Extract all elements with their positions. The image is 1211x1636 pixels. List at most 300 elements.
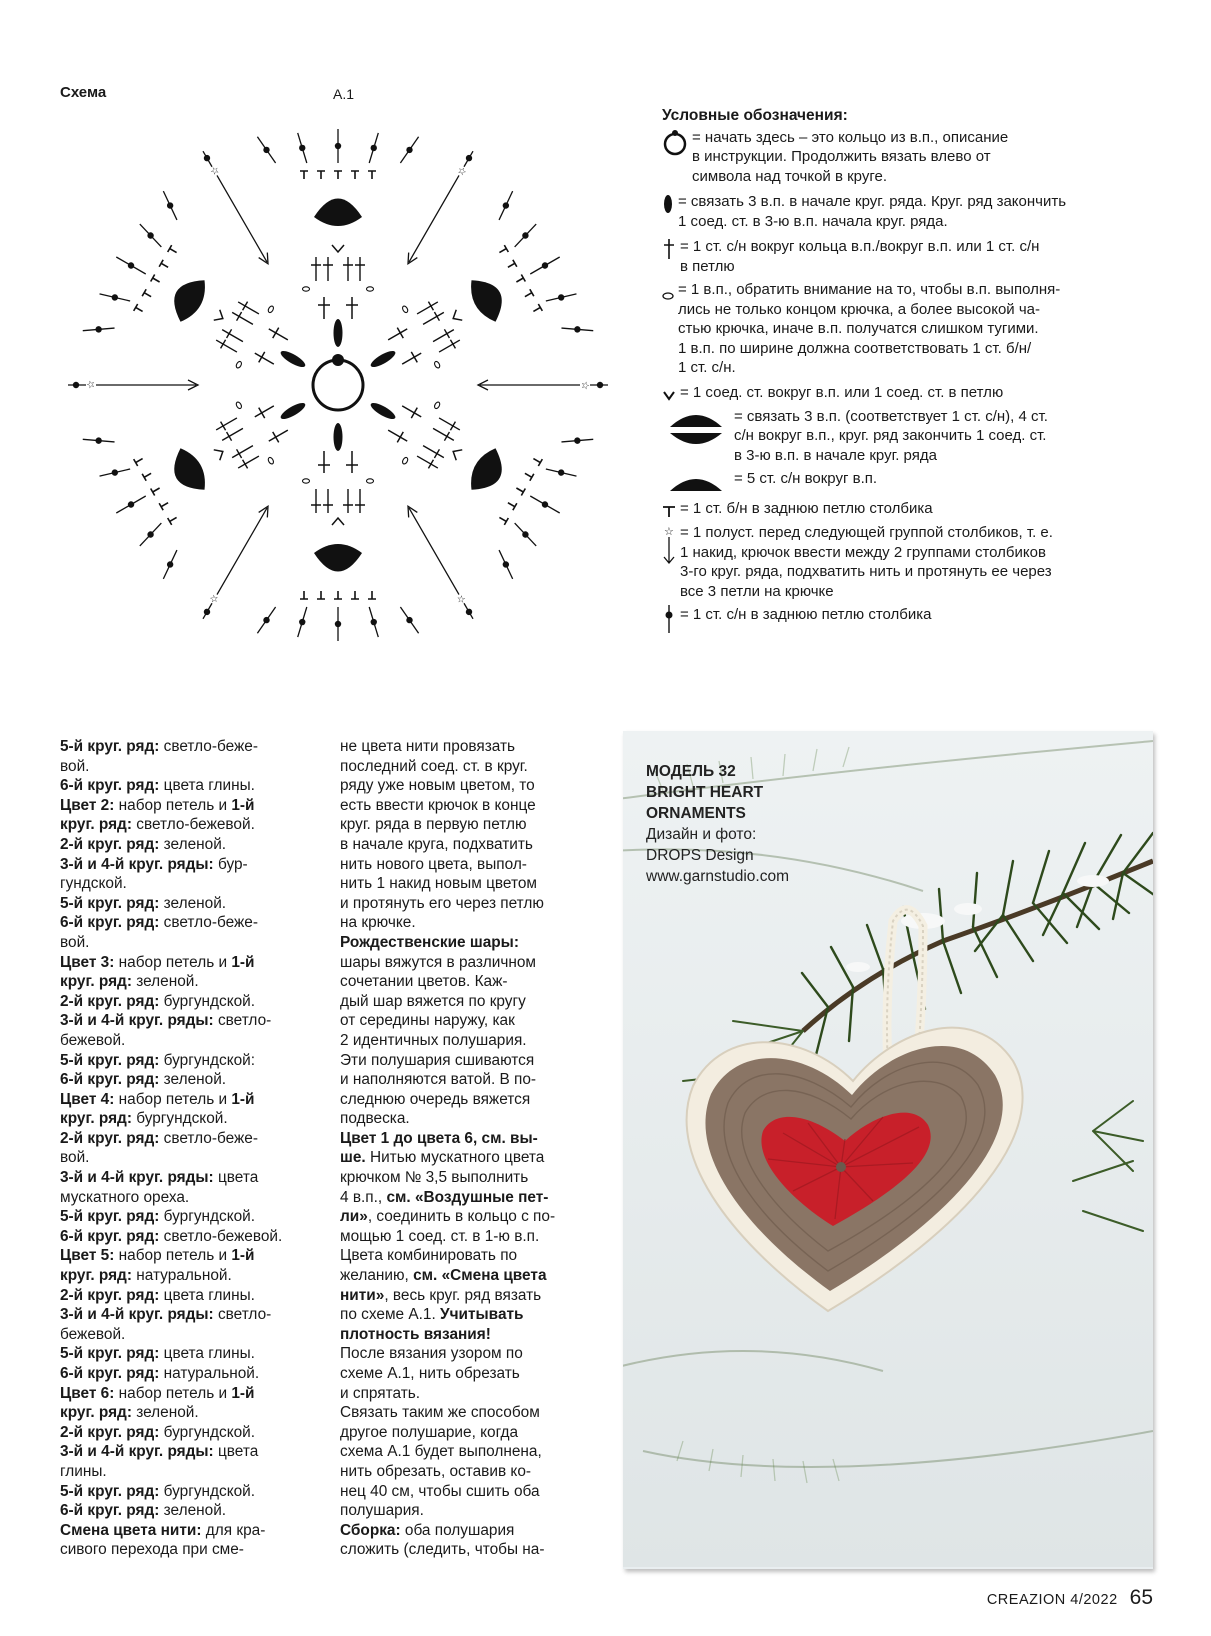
text-run: полушария. xyxy=(340,1502,424,1520)
text-run: Связать таким же способом xyxy=(340,1404,540,1422)
bold-run: 5-й круг. ряд: xyxy=(60,1482,160,1500)
double-crochet-icon xyxy=(311,257,321,281)
bold-run: 5-й круг. ряд: xyxy=(60,894,160,912)
chain-stitch-icon xyxy=(303,479,310,483)
double-crochet-icon xyxy=(266,324,291,345)
text-run: бургундской. xyxy=(131,1110,228,1128)
double-crochet-icon xyxy=(421,308,447,329)
text-run: светло-бежевой. xyxy=(159,1227,283,1245)
text-run: светло-беже- xyxy=(159,914,258,932)
text-run: вой. xyxy=(60,1149,90,1167)
double-crochet-icon xyxy=(346,297,358,319)
text-run: После вязания узором по xyxy=(340,1345,523,1363)
text-run: подвеска. xyxy=(340,1110,410,1128)
text-line xyxy=(340,1090,590,1110)
bold-run: 6-й круг. ряд: xyxy=(60,1227,160,1245)
post-dot xyxy=(335,143,341,149)
text-run: бургундской. xyxy=(159,1208,256,1226)
text-run: бургундской. xyxy=(159,1423,256,1441)
post-dot xyxy=(110,468,119,477)
text-line xyxy=(340,1364,590,1384)
star-arrow-icon xyxy=(658,523,680,567)
bold-run: Рождественские шары: xyxy=(340,933,519,951)
text-run: и протянуть его через петлю xyxy=(340,894,544,912)
double-crochet-icon xyxy=(421,441,447,462)
bold-run: 1-й xyxy=(231,1247,255,1265)
text-line xyxy=(60,835,322,855)
bold-run: 2-й круг. ряд: xyxy=(60,835,160,853)
legend-item xyxy=(662,128,1162,187)
text-run: бур- xyxy=(213,855,248,873)
website-link: www.garnstudio.com xyxy=(646,868,790,885)
text-run: бежевой. xyxy=(60,1325,126,1343)
bold-run: Смена цвета нити: xyxy=(60,1521,202,1539)
post-dot xyxy=(501,201,510,210)
text-run: зеленой. xyxy=(159,835,227,853)
text-line xyxy=(60,1521,322,1541)
stitch-sector xyxy=(76,334,345,583)
text-line xyxy=(340,1031,590,1051)
text-run: цвета глины. xyxy=(159,1286,255,1304)
text-line xyxy=(60,1031,322,1051)
bold-run: 2-й круг. ряд: xyxy=(60,1129,160,1147)
dome-icon xyxy=(164,271,212,326)
bold-run: см. «Смена цвета xyxy=(413,1267,547,1285)
bold-run: плотность вязания! xyxy=(340,1325,491,1343)
text-line xyxy=(340,757,590,777)
star-arrow-icon: ☆ xyxy=(86,380,97,389)
text-line xyxy=(340,855,590,875)
dome-icon xyxy=(464,444,512,499)
text-run: от середины наружу, как xyxy=(340,1012,515,1030)
bold-run: 5-й круг. ряд: xyxy=(60,1051,160,1069)
text-run: круг. ряда в первую петлю xyxy=(340,816,527,834)
text-run: последний соед. ст. в круг. xyxy=(340,757,528,775)
post-dot xyxy=(557,293,566,302)
brand-name: DROPS Design xyxy=(646,847,754,864)
double-crochet-icon xyxy=(230,308,256,329)
bold-run: 2-й круг. ряд: xyxy=(60,1286,160,1304)
single-crochet-back-loop-icon xyxy=(168,514,179,525)
text-run: дый шар вяжется по кругу xyxy=(340,992,526,1010)
legend xyxy=(662,106,1162,633)
text-line xyxy=(60,855,322,875)
magazine-issue: CREAZION 4/2022 xyxy=(986,1592,1118,1608)
model-name-line-2: ORNAMENTS xyxy=(646,805,746,822)
slip-stitch-icon xyxy=(658,383,680,403)
double-crochet-icon xyxy=(343,489,353,513)
single-crochet-back-loop-icon xyxy=(506,260,517,271)
text-run: сивого перехода при сме- xyxy=(60,1541,244,1559)
text-run: 2 идентичных полушария. xyxy=(340,1031,527,1049)
post-dot xyxy=(371,619,377,625)
stitch-sector xyxy=(331,334,600,583)
text-line xyxy=(60,1188,322,1208)
text-line xyxy=(60,1129,322,1149)
text-run: цвета глины. xyxy=(159,777,255,795)
star-arrow-icon: ☆ xyxy=(455,164,469,179)
single-crochet-back-loop-icon xyxy=(134,455,145,466)
legend-item xyxy=(662,192,1162,231)
text-line xyxy=(340,796,590,816)
bold-run: круг. ряд: xyxy=(60,816,132,834)
text-run: ряду уже новым цветом, то xyxy=(340,777,535,795)
dome-icon xyxy=(164,444,212,499)
model-name-line-1: BRIGHT HEART xyxy=(646,784,764,801)
text-line xyxy=(60,1051,322,1071)
model-number: МОДЕЛЬ 32 xyxy=(646,763,736,780)
bold-run: 3-й и 4-й круг. ряды: xyxy=(60,1443,214,1461)
arrow-sector xyxy=(199,504,273,622)
bold-run: круг. ряд: xyxy=(60,973,132,991)
chain-stitch-icon xyxy=(267,457,274,465)
double-crochet-icon xyxy=(385,324,410,345)
single-crochet-back-loop-icon xyxy=(531,304,542,315)
legend-list xyxy=(662,128,1162,634)
legend-item xyxy=(662,383,1162,403)
text-line xyxy=(340,1344,590,1364)
text-run: шары вяжутся в различном xyxy=(340,953,537,971)
text-run: Нитью мускатного цвета xyxy=(365,1149,545,1167)
text-line xyxy=(340,972,590,992)
slip-stitch-icon xyxy=(214,446,226,460)
star-arrow-icon: ☆ xyxy=(579,381,590,390)
text-line xyxy=(60,1246,322,1266)
single-crochet-back-loop-icon xyxy=(523,470,534,481)
bold-run: Цвет 5: xyxy=(60,1247,115,1265)
legend-item xyxy=(662,523,1162,601)
text-line xyxy=(340,992,590,1012)
legend-item xyxy=(662,280,1162,378)
text-line xyxy=(340,1246,590,1266)
text-run: , весь круг. ряд вязать xyxy=(384,1286,542,1304)
bold-run: 2-й круг. ряд: xyxy=(60,992,160,1010)
double-crochet-icon xyxy=(252,401,277,422)
legend-item xyxy=(662,469,1162,495)
post-dot xyxy=(501,560,510,569)
star-arrow-icon: ☆ xyxy=(454,591,468,606)
double-crochet-icon xyxy=(399,401,424,422)
bold-run: 2-й круг. ряд: xyxy=(60,1423,160,1441)
text-line xyxy=(60,1482,322,1502)
text-line xyxy=(340,933,590,953)
legend-item-text: = 1 ст. б/н в заднюю петлю столбика xyxy=(680,500,933,517)
bold-run: ли» xyxy=(340,1208,368,1226)
oval-chain-icon xyxy=(334,423,343,451)
text-run: натуральной. xyxy=(131,1267,232,1285)
instructions-column-2 xyxy=(340,737,590,1560)
text-line xyxy=(60,1090,322,1110)
text-run: цвета xyxy=(213,1169,259,1187)
text-run: на крючке. xyxy=(340,914,416,932)
chain-stitch-icon xyxy=(658,280,678,300)
chain-stitch-icon xyxy=(401,457,408,465)
text-line xyxy=(340,1482,590,1502)
arrow-sector xyxy=(478,380,608,390)
single-crochet-back-loop-icon xyxy=(159,260,170,271)
text-line xyxy=(60,1266,322,1286)
slip-stitch-icon xyxy=(214,310,226,324)
text-line xyxy=(340,835,590,855)
text-run: светло- xyxy=(213,1306,272,1324)
double-crochet-icon xyxy=(437,414,463,435)
text-run: вой. xyxy=(60,757,90,775)
text-run: зеленой. xyxy=(131,1404,199,1422)
double-crochet-icon xyxy=(385,425,410,446)
slip-stitch-icon xyxy=(450,446,462,460)
text-line xyxy=(340,1325,590,1345)
bold-run: круг. ряд: xyxy=(60,1404,132,1422)
double-crochet-icon xyxy=(311,489,321,513)
text-run: натуральной. xyxy=(159,1365,260,1382)
text-line xyxy=(60,815,322,835)
text-run: другое полушарие, когда xyxy=(340,1423,519,1441)
post-dot xyxy=(94,325,103,334)
bold-run: 6-й круг. ряд: xyxy=(60,914,160,932)
legend-item xyxy=(662,237,1162,276)
chain-stitch-icon xyxy=(367,479,374,483)
text-run: , соединить в кольцо с по- xyxy=(367,1208,556,1226)
bold-run: 6-й круг. ряд: xyxy=(60,1502,160,1520)
bold-run: круг. ряд: xyxy=(60,1267,132,1285)
single-crochet-back-loop-icon xyxy=(159,499,170,510)
bold-run: 1-й xyxy=(231,953,255,971)
slip-stitch-icon xyxy=(332,245,344,252)
post-dot xyxy=(263,147,269,153)
chain-stitch-icon xyxy=(267,305,274,313)
dome-icon xyxy=(658,469,734,495)
double-crochet-icon xyxy=(399,348,424,369)
text-run: зеленой. xyxy=(159,1502,227,1520)
arrow-sector xyxy=(68,380,198,390)
double-crochet-icon xyxy=(355,257,365,281)
single-crochet-back-loop-icon xyxy=(523,289,534,300)
text-run: нить обрезать, оставив ко- xyxy=(340,1462,531,1480)
post-dot xyxy=(127,500,136,509)
stitch-sector xyxy=(76,187,345,436)
arrow-sector xyxy=(404,504,478,622)
text-line xyxy=(60,1286,322,1306)
photo-credits xyxy=(646,761,789,887)
text-line xyxy=(340,815,590,835)
text-run: Эти полушария сшиваются xyxy=(340,1051,535,1069)
text-run: набор петель и xyxy=(114,1384,232,1402)
text-line xyxy=(60,1148,322,1168)
post-dot xyxy=(127,261,136,270)
text-line xyxy=(60,874,322,894)
text-line xyxy=(60,972,322,992)
text-line xyxy=(340,1011,590,1031)
single-crochet-back-loop-icon xyxy=(142,289,153,300)
text-run: мощью 1 соед. ст. в 1-ю в.п. xyxy=(340,1227,540,1245)
text-line xyxy=(60,992,322,1012)
text-line xyxy=(340,1266,590,1286)
oval-chain-icon xyxy=(369,400,398,422)
text-line xyxy=(60,1227,322,1247)
double-crochet-icon xyxy=(214,336,240,357)
bold-run: 1-й xyxy=(231,796,255,814)
text-line xyxy=(340,1286,590,1306)
text-line xyxy=(340,1168,590,1188)
text-run: светло-беже- xyxy=(159,738,258,755)
text-line xyxy=(60,894,322,914)
post-dot xyxy=(371,145,377,151)
crochet-diagram xyxy=(58,108,618,668)
single-crochet-back-loop-icon xyxy=(368,591,376,599)
chain-stitch-icon xyxy=(235,361,242,369)
legend-item-text: = 1 в.п., обратить внимание на то, чтобы в.п. выполня- лись не только концом крючка, а более высокой ча- стью крючка, иначе в.п. получатся слишком тугими. 1 в.п. по ширине должна соответствовать 1 ст. б/н/ 1 ст. с/н. xyxy=(678,281,1061,376)
text-line xyxy=(340,1462,590,1482)
single-crochet-back-loop-icon xyxy=(317,171,325,179)
arrow-sector xyxy=(404,149,478,267)
text-run: для кра- xyxy=(201,1521,266,1539)
text-line xyxy=(340,1227,590,1247)
text-run: Цвета комбинировать по xyxy=(340,1247,518,1265)
text-line xyxy=(60,1109,322,1129)
single-crochet-back-loop-icon xyxy=(514,275,525,286)
text-line xyxy=(60,796,322,816)
double-crochet-icon xyxy=(266,425,291,446)
text-line xyxy=(60,1325,322,1345)
post-dot xyxy=(573,325,582,334)
text-run: набор петель и xyxy=(114,796,232,814)
text-line xyxy=(60,1403,322,1423)
text-line xyxy=(60,1070,322,1090)
post-dot xyxy=(573,436,582,445)
arrow-line xyxy=(409,508,459,595)
text-line xyxy=(340,1070,590,1090)
chain-stitch-icon xyxy=(235,401,242,409)
bold-run: 1-й xyxy=(231,1090,255,1108)
bold-run: 6-й круг. ряд: xyxy=(60,1071,160,1089)
post-dot xyxy=(166,201,175,210)
text-line xyxy=(60,1442,322,1462)
text-run: бургундской: xyxy=(159,1051,256,1069)
text-run: глины. xyxy=(60,1462,107,1480)
chain-stitch-icon xyxy=(401,305,408,313)
bold-run: 5-й круг. ряд: xyxy=(60,1345,160,1363)
text-line xyxy=(340,953,590,973)
stitch-sector xyxy=(331,187,600,436)
legend-item-text: = 1 соед. ст. вокруг в.п. или 1 соед. ст. в петлю xyxy=(680,383,1004,401)
post-dot xyxy=(557,468,566,477)
bold-run: Цвет 3: xyxy=(60,953,115,971)
text-run: и спрятать. xyxy=(340,1384,421,1402)
text-run: мускатного ореха. xyxy=(60,1188,190,1206)
legend-item-text: = 5 ст. с/н вокруг в.п. xyxy=(734,470,878,487)
single-crochet-back-loop-icon xyxy=(506,499,517,510)
post-dot xyxy=(166,560,175,569)
single-crochet-back-loop-icon xyxy=(134,304,145,315)
text-line xyxy=(340,776,590,796)
legend-title: Условные обозначения: xyxy=(662,107,848,124)
text-line xyxy=(60,1462,322,1482)
text-run: схема A.1 будет выполнена, xyxy=(340,1443,542,1461)
text-run: набор петель и xyxy=(114,953,232,971)
stitch-sector xyxy=(257,129,418,347)
legend-item-text: = связать 3 в.п. в начале круг. ряда. Круг. ряд закончить 1 соед. ст. в 3-ю в.п. начала круг. ряда. xyxy=(678,193,1067,230)
text-line xyxy=(60,1540,322,1560)
text-run: бургундской. xyxy=(159,1482,256,1500)
bold-run: 3-й и 4-й круг. ряды: xyxy=(60,1169,214,1187)
chart-id-label: A.1 xyxy=(333,86,355,102)
page-footer xyxy=(987,1586,1153,1610)
double-crochet-icon xyxy=(346,451,358,473)
dome-icon xyxy=(314,199,362,227)
oval-chain-icon xyxy=(279,348,308,370)
text-line xyxy=(340,1188,590,1208)
double-crochet-icon xyxy=(318,451,330,473)
text-run: крючком № 3,5 выполнить xyxy=(340,1169,529,1187)
text-line xyxy=(60,776,322,796)
stitch-sector xyxy=(257,423,418,641)
text-line xyxy=(60,1364,322,1384)
text-run: светло-беже- xyxy=(159,1129,258,1147)
text-run: и наполняются ватой. В по- xyxy=(340,1071,537,1089)
arrow-line xyxy=(217,175,267,262)
text-line xyxy=(340,1423,590,1443)
double-crochet-icon xyxy=(323,489,333,513)
bold-run: нити» xyxy=(340,1286,385,1304)
single-crochet-back-loop-icon xyxy=(300,591,308,599)
text-run: цвета глины. xyxy=(159,1345,255,1363)
page-number: 65 xyxy=(1129,1586,1153,1609)
chain-stitch-icon xyxy=(433,401,440,409)
text-line xyxy=(60,757,322,777)
text-line xyxy=(60,1305,322,1325)
start-dot-icon xyxy=(332,354,344,366)
bold-run: Учитывать xyxy=(440,1306,524,1324)
text-run: есть ввести крючок в конце xyxy=(340,796,536,814)
text-run: по схеме A.1. xyxy=(340,1306,441,1324)
double-crochet-icon xyxy=(355,489,365,513)
text-line xyxy=(60,737,322,757)
single-crochet-back-loop-icon xyxy=(514,485,525,496)
half-disc-icon xyxy=(658,407,734,455)
bold-run: Цвет 2: xyxy=(60,796,115,814)
text-run: нец 40 см, чтобы сшить оба xyxy=(340,1482,540,1500)
text-line xyxy=(340,737,590,757)
bold-run: 3-й и 4-й круг. ряды: xyxy=(60,1306,214,1324)
text-run: оба полушария xyxy=(400,1521,515,1539)
text-run: зеленой. xyxy=(159,1071,227,1089)
legend-item xyxy=(662,499,1162,519)
ring-start-icon xyxy=(313,360,363,410)
ring-start-icon xyxy=(660,128,692,158)
single-crochet-back-loop-icon xyxy=(658,499,680,519)
oval-chain-icon xyxy=(369,348,398,370)
post-dot xyxy=(110,293,119,302)
text-run: сложить (следить, чтобы на- xyxy=(340,1541,545,1559)
single-crochet-back-loop-icon xyxy=(151,485,162,496)
slip-stitch-icon xyxy=(332,518,344,525)
legend-item-text: = 1 ст. с/н в заднюю петлю столбика xyxy=(680,606,932,623)
text-run: вой. xyxy=(60,933,90,951)
text-run: сочетании цветов. Каж- xyxy=(340,973,508,991)
text-run: нить 1 накид новым цветом xyxy=(340,875,537,893)
text-run: следнюю очередь вяжется xyxy=(340,1090,531,1108)
text-run: 4 в.п., xyxy=(340,1188,387,1206)
text-line xyxy=(340,1521,590,1541)
double-crochet-icon xyxy=(658,237,680,261)
bold-run: 5-й круг. ряд: xyxy=(60,738,160,755)
text-line xyxy=(340,1403,590,1423)
single-crochet-back-loop-icon xyxy=(142,470,153,481)
text-line xyxy=(60,1501,322,1521)
chain-stitch-icon xyxy=(367,287,374,291)
dome-icon xyxy=(464,271,512,326)
text-line xyxy=(60,913,322,933)
